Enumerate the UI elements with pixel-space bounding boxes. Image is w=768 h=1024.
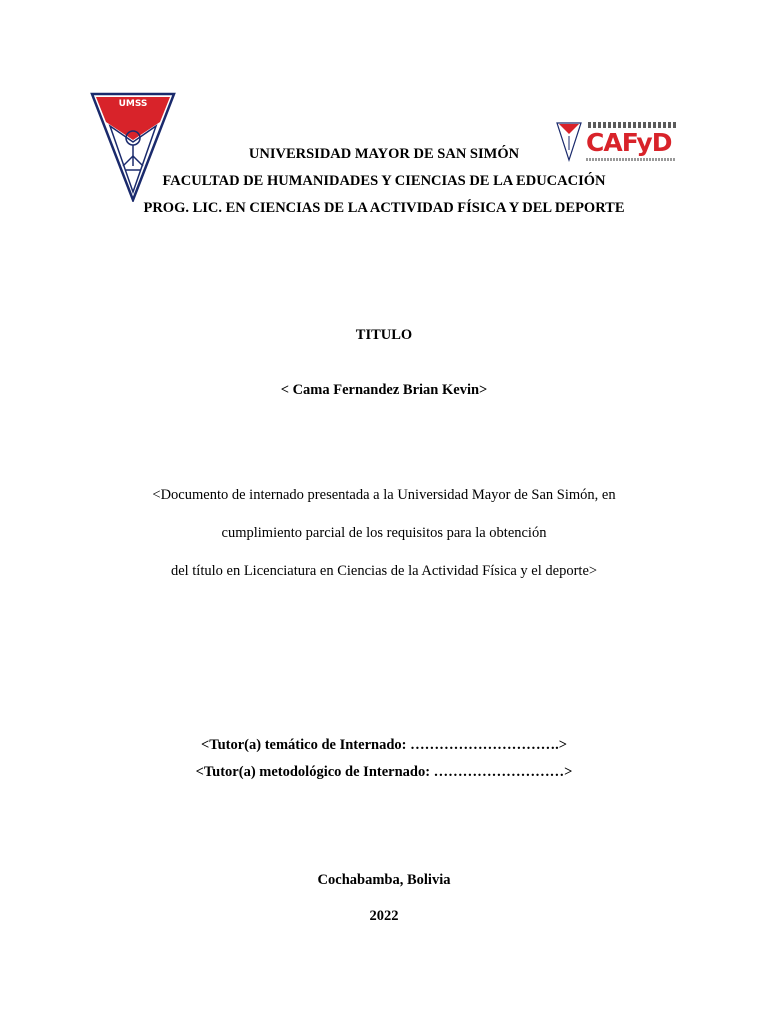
year: 2022 <box>369 908 399 924</box>
description-line-2: cumplimiento parcial de los requisitos para la obtención <box>221 525 547 541</box>
umss-logo-text: UMSS <box>118 99 148 109</box>
document-title: TITULO <box>355 327 413 343</box>
author-name: < Cama Fernandez Brian Kevin> <box>280 382 488 398</box>
cafyd-wordmark: CAFyD <box>586 128 672 157</box>
methodological-tutor: <Tutor(a) metodológico de Internado: ………………………> <box>195 764 573 780</box>
program-name: PROG. LIC. EN CIENCIAS DE LA ACTIVIDAD FÍSICA Y DEL DEPORTE <box>143 200 625 216</box>
description-line-3: del título en Licenciatura en Ciencias de la Actividad Física y el deporte> <box>170 563 598 579</box>
description-line-1: <Documento de internado presentada a la Universidad Mayor de San Simón, en <box>152 487 616 503</box>
faculty-name: FACULTAD DE HUMANIDADES Y CIENCIAS DE LA EDUCACIÓN <box>162 173 606 189</box>
place: Cochabamba, Bolivia <box>317 872 451 888</box>
university-name: UNIVERSIDAD MAYOR DE SAN SIMÓN <box>248 146 520 162</box>
thematic-tutor: <Tutor(a) temático de Internado: ………………………….> <box>201 737 567 753</box>
